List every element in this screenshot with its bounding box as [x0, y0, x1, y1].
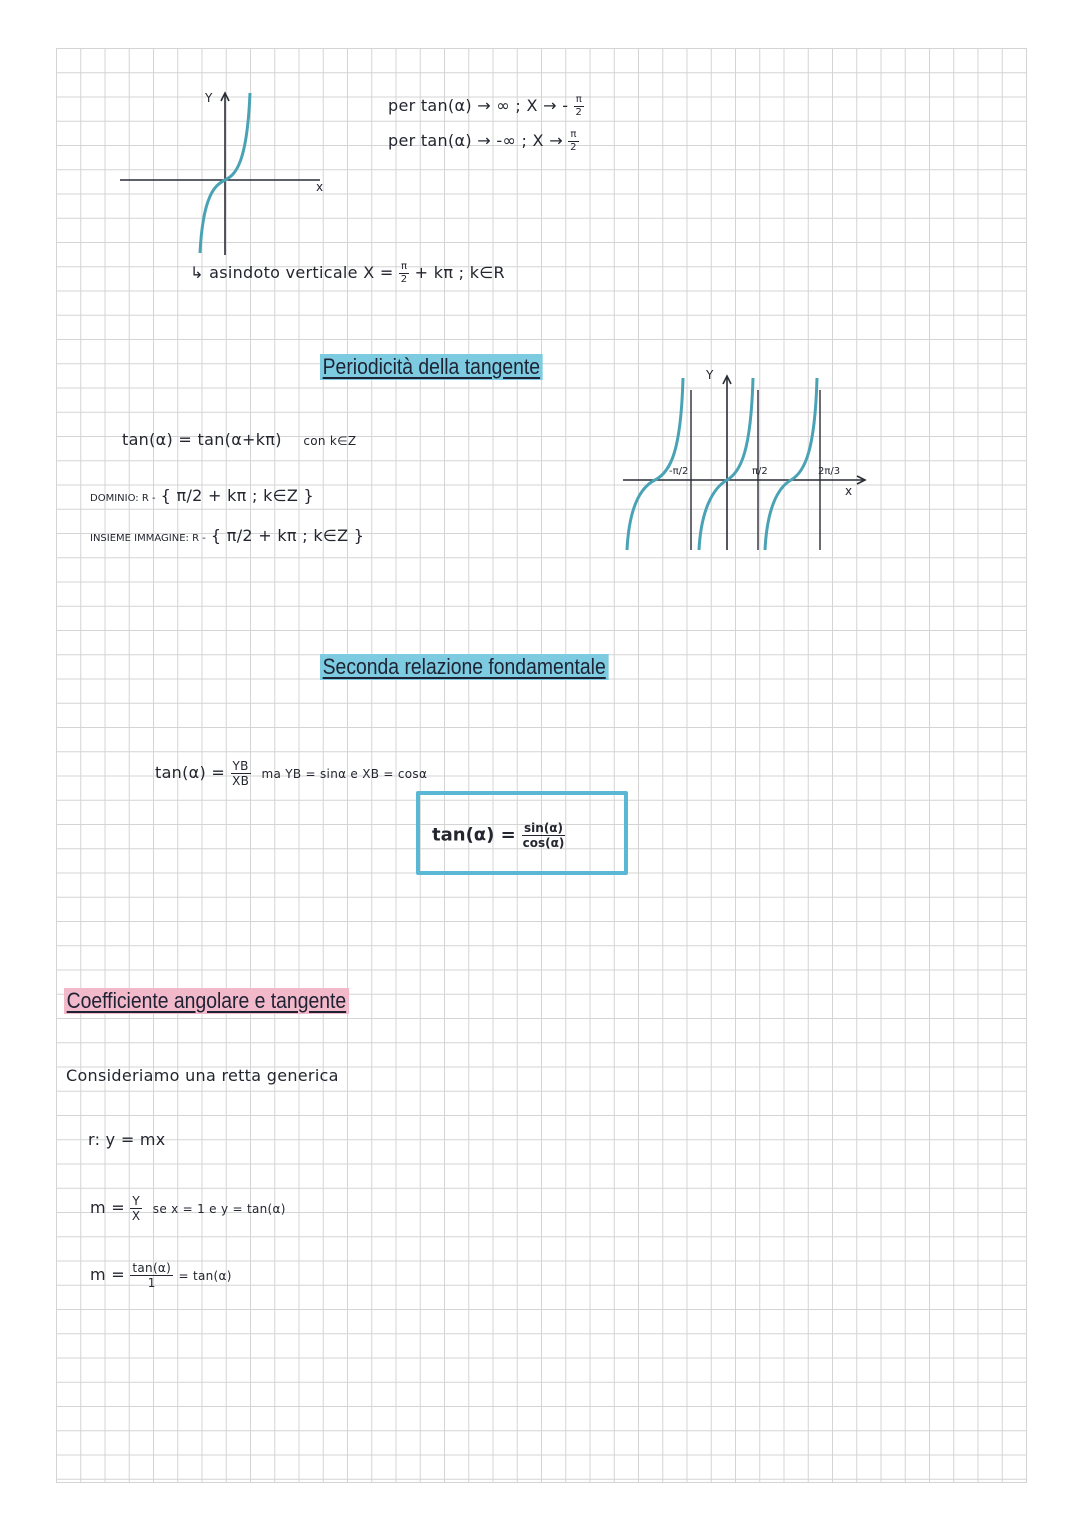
heading-coefficient: Coefficiente angolare e tangente	[64, 988, 349, 1014]
top-graph-x-label: x	[316, 180, 324, 194]
periodic-graph-x-label: x	[845, 484, 853, 498]
tick-neg-half-pi: -π/2	[669, 466, 689, 477]
periodicity-identity: tan(α) = tan(α+kπ) con k∈Z	[122, 430, 357, 449]
slope-definition: m = $\frac{Y}{X}$ se x = 1 e y = tan(α)	[90, 1194, 286, 1223]
boxed-formula-text: tan(α) = $\frac{\sin(\alpha)}{\cos(\alpha)}$	[432, 821, 565, 850]
tick-half-pi: π/2	[752, 466, 768, 477]
tick-two-thirds-pi: 2π/3	[818, 466, 841, 477]
limit-line-2: per tan(α) → -∞ ; X → $\frac{\pi}{2}$	[388, 129, 577, 153]
tangent-branch-1	[627, 378, 683, 550]
top-graph-y-label: Y	[205, 91, 213, 105]
limit-line-1: per tan(α) → ∞ ; X → - $\frac{\pi}{2}$	[388, 94, 583, 118]
heading-second-relation: Seconda relazione fondamentale	[320, 654, 608, 680]
tan-ratio-line: tan(α) = $\frac{YB}{XB}$ ma YB = sinα e XB = cosα	[155, 759, 428, 788]
intro-line: Consideriamo una retta generica	[66, 1066, 339, 1085]
image-line: INSIEME IMMAGINE: R - { π/2 + kπ ; k∈Z }	[90, 526, 365, 545]
tangent-branch-2	[699, 378, 753, 550]
line-equation: r: y = mx	[88, 1130, 166, 1149]
tangent-graph-top	[115, 85, 355, 265]
periodic-graph-y-label: Y	[706, 368, 714, 382]
slope-result: m = $\frac{\tan(\alpha)}{1}$ = tan(α)	[90, 1261, 232, 1290]
tangent-branch-3	[765, 378, 817, 550]
heading-periodicity: Periodicità della tangente	[320, 354, 543, 380]
tangent-graph-periodic	[615, 370, 875, 560]
domain-line: DOMINIO: R - { π/2 + kπ ; k∈Z }	[90, 486, 314, 505]
asymptote-note: ↳ asindoto verticale X = $\frac{\pi}{2}$ + kπ ; k∈R	[190, 261, 505, 285]
